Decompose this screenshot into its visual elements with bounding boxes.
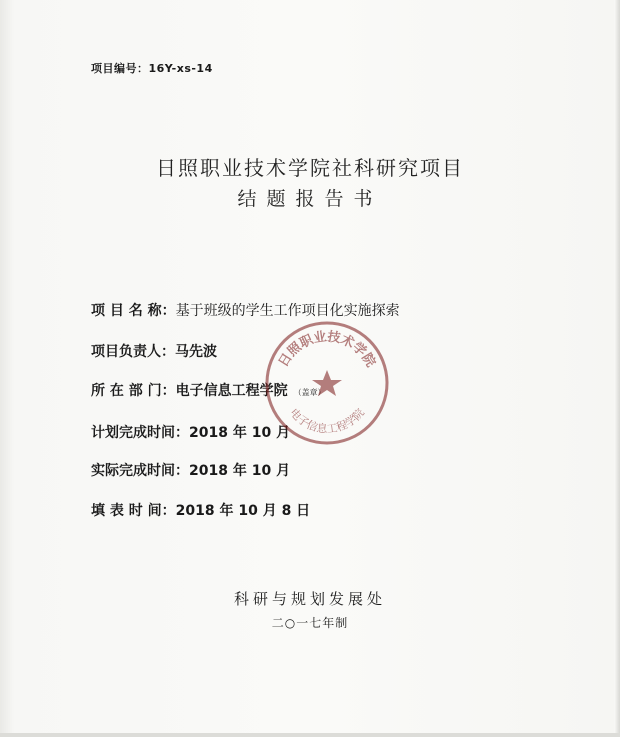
field-planned-completion — [91, 422, 290, 442]
field-fill-date — [91, 500, 310, 520]
document-title: 日照职业技术学院社科研究项目 — [156, 156, 464, 180]
seal-star-icon — [312, 370, 342, 396]
field-label: 实际完成时间： — [91, 463, 189, 479]
field-label: 项目负责人： — [91, 344, 175, 360]
field-actual-completion — [91, 460, 290, 480]
field-value: 马先波 — [175, 344, 217, 360]
field-value: 2018 年 10 月 — [189, 463, 291, 479]
field-value: 2018 年 10 月 — [189, 425, 291, 441]
field-value: 电子信息工程学院 — [175, 383, 288, 399]
field-project-leader — [91, 341, 217, 361]
seal-text-top: 日照职业技术学院 — [276, 329, 378, 370]
field-project-name — [91, 300, 400, 320]
seal-text-bottom: 电子信息工程学院 — [287, 406, 367, 436]
issuing-organization: 科研与规划发展处 — [233, 590, 386, 608]
project-number: 项目编号：16Y-xs-14 — [91, 62, 213, 75]
field-label: 填 表 时 间： — [91, 503, 176, 519]
field-label: 所 在 部 门： — [91, 383, 176, 399]
stamp-note: （盖章） — [293, 388, 326, 397]
field-value: 2018 年 10 月 8 日 — [175, 503, 311, 519]
made-year: 二○一七年制 — [271, 616, 349, 630]
field-label: 计划完成时间： — [91, 425, 189, 441]
field-value: 基于班级的学生工作项目化实施探索 — [175, 303, 400, 319]
official-seal-stamp — [262, 318, 392, 448]
page-bottom-edge — [0, 733, 620, 737]
field-label: 项 目 名 称： — [91, 303, 176, 319]
document-subtitle: 结题报告书 — [237, 188, 383, 210]
